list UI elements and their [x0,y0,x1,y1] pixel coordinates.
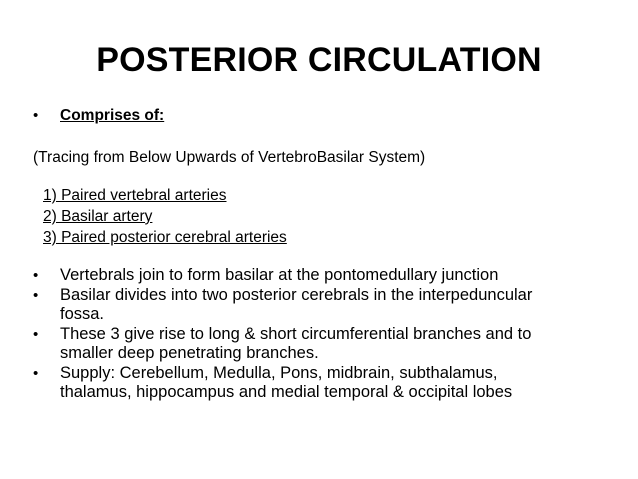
bullet-icon: • [33,286,39,304]
point-text: These 3 give rise to long & short circumferential branches and to smaller deep penetrating branches. [60,324,532,362]
bullet-icon: • [33,267,39,284]
bullet-icon: • [33,364,39,382]
bullet-list [0,266,600,403]
list-item [0,325,600,364]
bullet-icon: • [33,107,39,124]
point-text: Supply: Cerebellum, Medulla, Pons, midbrain, subthalamus, thalamus, hippocampus and medial temporal & occipital lobes [60,363,513,401]
list-item [0,364,600,403]
slide-title: POSTERIOR CIRCULATION [96,41,542,79]
list-item [0,286,600,325]
point-text: Basilar divides into two posterior cerebrals in the interpeduncular fossa. [60,285,533,323]
list-item [0,266,600,286]
point-text: Vertebrals join to form basilar at the pontomedullary junction [60,266,499,284]
tracing-note: (Tracing from Below Upwards of VertebroBasilar System) [33,149,426,166]
comprises-heading [0,106,600,126]
numbered-item-basilar: 2) Basilar artery [43,208,153,225]
numbered-item-vertebral: 1) Paired vertebral arteries [43,187,227,204]
bullet-icon: • [33,325,39,343]
numbered-item-posterior-cerebral: 3) Paired posterior cerebral arteries [43,229,287,246]
numbered-list [43,185,287,248]
comprises-heading-text: Comprises of: [60,107,165,124]
